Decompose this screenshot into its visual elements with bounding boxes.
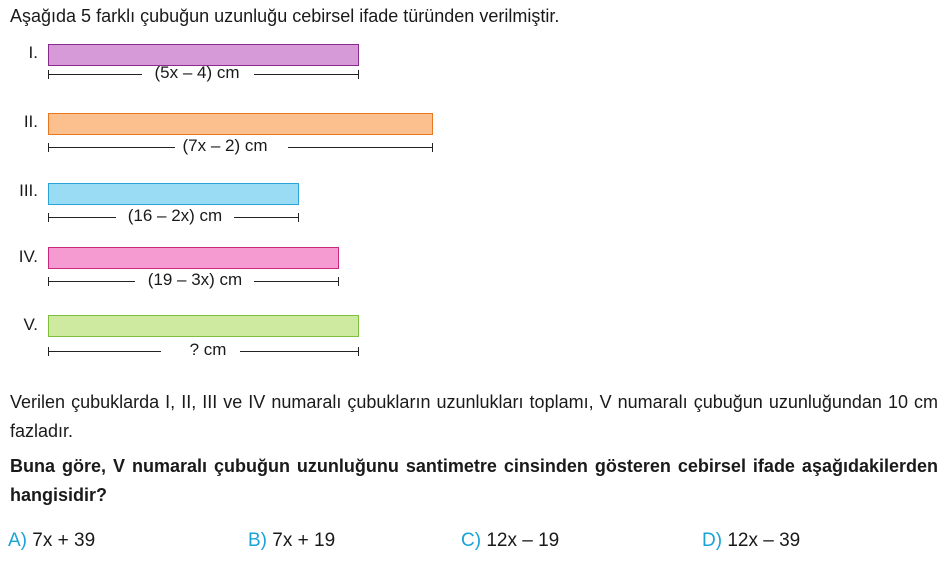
option-d-text: 12x – 39	[727, 530, 801, 551]
rod-4-numeral: IV.	[18, 247, 38, 266]
option-b-letter: B)	[248, 530, 267, 551]
intro-text: Aşağıda 5 farklı çubuğun uzunluğu cebirsel ifade türünden verilmiştir.	[10, 6, 560, 26]
rod-2-dimension	[48, 136, 433, 155]
rod-4-dimension	[48, 270, 339, 289]
question-text: Buna göre, V numaralı çubuğun uzunluğunu santimetre cinsinden gösteren cebirsel ifade aşağıdakilerden hangisidir?	[10, 456, 938, 505]
rod-3	[48, 183, 299, 205]
rod-1-length-label: (5x – 4) cm	[154, 63, 240, 82]
rod-3-dimension	[48, 206, 299, 225]
rod-1-dimension	[48, 63, 359, 82]
rod-4	[48, 247, 339, 269]
rod-5-numeral: V.	[23, 315, 38, 334]
option-c-text: 12x – 19	[486, 530, 560, 551]
problem-statement: Verilen çubuklarda I, II, III ve IV numaralı çubukların uzunlukları toplamı, V numaralı çubuğun uzunluğundan 10 cm fazladır.	[10, 392, 938, 441]
rod-3-length-label: (16 – 2x) cm	[127, 206, 223, 225]
rod-2-numeral: II.	[23, 112, 38, 131]
option-b-text: 7x + 19	[272, 530, 336, 551]
rod-2-length-label: (7x – 2) cm	[182, 136, 268, 155]
option-c-letter: C)	[461, 530, 482, 551]
rod-3-numeral: III.	[19, 181, 38, 200]
option-d-letter: D)	[702, 530, 723, 551]
rod-5-dimension	[48, 340, 359, 359]
rod-5-length-label: ? cm	[189, 340, 227, 359]
option-a-letter: A)	[8, 530, 27, 551]
rod-5	[48, 315, 359, 337]
rod-4-length-label: (19 – 3x) cm	[147, 270, 243, 289]
option-a[interactable]	[8, 530, 95, 552]
rod-1-numeral: I.	[28, 43, 38, 62]
option-d[interactable]	[702, 530, 800, 552]
rod-2	[48, 113, 433, 135]
option-c[interactable]	[461, 530, 559, 552]
option-b[interactable]	[248, 530, 335, 552]
option-a-text: 7x + 39	[32, 530, 96, 551]
